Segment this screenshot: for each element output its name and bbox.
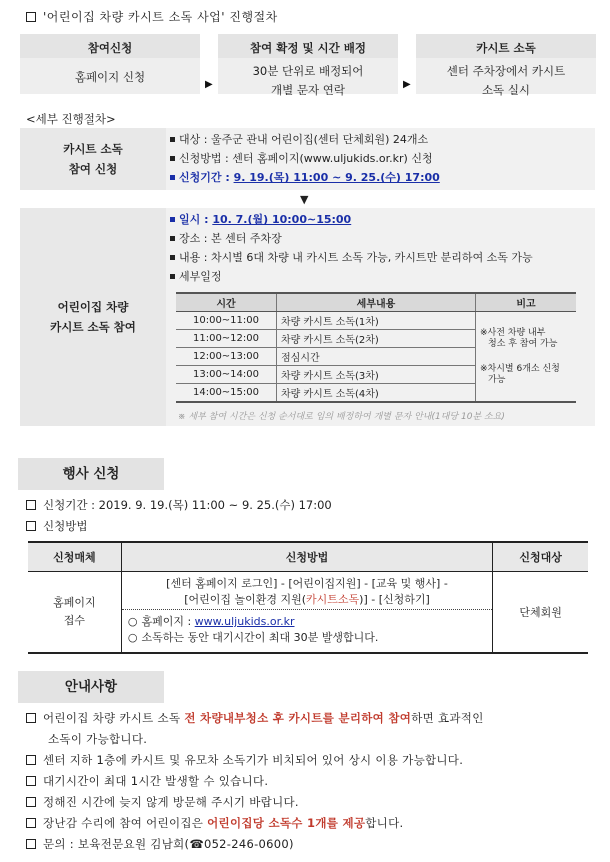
list-item: 센터 지하 1층에 카시트 및 유모차 소독기가 비치되어 있어 상시 이용 가능합니다.: [26, 750, 602, 771]
table-header: 신청방법: [121, 542, 492, 572]
table-row: [28, 572, 588, 654]
list-item: 대기시간이 최대 1시간 발생할 수 있습니다.: [26, 771, 602, 792]
event-date: 일시 : 10. 7.(월) 10:00~15:00: [170, 210, 351, 230]
down-arrow-icon: ▼: [300, 193, 309, 206]
wait-note: ○ 소독하는 동안 대기시간이 최대 30분 발생합니다.: [127, 631, 379, 644]
schedule-header: 세부내용: [277, 293, 476, 312]
schedule-note: ※사전 차량 내부 청소 후 참여 가능 ※차시별 6개소 신청 가능: [476, 312, 577, 403]
table-row: 11:00~12:00 차량 카시트 소독(2차): [176, 330, 576, 348]
list-item: 소독이 가능합니다.: [48, 732, 148, 746]
process-arrow-icon: ▶: [403, 79, 411, 90]
notice-list: [26, 708, 602, 855]
process-step-desc: 센터 주차장에서 카시트 소독 실시: [446, 64, 566, 97]
step1-label-box: 카시트 소독 참여 신청: [20, 128, 166, 190]
list-item: 세부일정: [170, 267, 222, 287]
list-item: 어린이집 차량 카시트 소독 전 차량내부청소 후 카시트를 분리하여 참여하면 효과적인: [26, 708, 602, 729]
schedule-header: 비고: [476, 293, 577, 312]
application-table: [28, 541, 588, 654]
step2-content-box: [166, 208, 595, 426]
list-item: 문의 : 보육전문요원 김남희(☎052-246-0600): [26, 834, 602, 855]
section-heading-event: 행사 신청: [18, 458, 164, 490]
list-item: 장소 : 본 센터 주차장: [170, 229, 282, 249]
process-step-title: 참여 확정 및 시간 배정: [250, 41, 366, 55]
medium-cell: 홈페이지 접수: [28, 572, 121, 654]
process-step-confirm: [218, 34, 398, 97]
homepage-link[interactable]: www.uljukids.or.kr: [194, 615, 295, 628]
step1-content-box: [166, 128, 595, 190]
checkbox-square-icon: [26, 521, 36, 531]
table-header: 신청대상: [493, 542, 588, 572]
list-item: 대상 : 울주군 관내 어린이집(센터 단체회원) 24개소: [170, 130, 428, 150]
step2-label-box: 어린이집 차량 카시트 소독 참여: [20, 208, 166, 426]
event-method-label: 신청방법: [26, 518, 87, 534]
process-step-disinfect: [416, 34, 596, 97]
detail-procedure-label: <세부 진행절차>: [26, 112, 116, 126]
method-cell: [센터 홈페이지 로그인] - [어린이집지원] - [교육 및 행사] - [어린이집 놀이환경 지원(카시트소독)] - [신청하기] ○ 홈페이지 : www.uljukids.or.kr ○ 소독하는 동안 대기시간이 최대 30분 발생합니다.: [121, 572, 492, 654]
list-item: 신청방법 : 센터 홈페이지(www.uljukids.or.kr) 신청: [170, 149, 433, 169]
process-step-title: 참여신청: [87, 41, 133, 55]
application-period: 신청기간 : 9. 19.(목) 11:00 ~ 9. 25.(수) 17:00: [170, 168, 440, 188]
process-step-title: 카시트 소독: [476, 41, 536, 55]
process-step-desc: 30분 단위로 배정되어 개별 문자 연락: [252, 64, 364, 97]
schedule-footnote: ※ 세부 참여 시간은 신청 순서대로 임의 배정하여 개별 문자 안내(1대당 10분 소요): [178, 412, 505, 422]
section-heading-notice: 안내사항: [18, 671, 164, 703]
table-row: 10:00~11:00 차량 카시트 소독(1차) ※사전 차량 내부 청소 후 참여 가능 ※차시별 6개소 신청 가능: [176, 312, 576, 330]
list-item: 장난감 수리에 참여 어린이집은 어린이집당 소독수 1개를 제공합니다.: [26, 813, 602, 834]
process-arrow-icon: ▶: [205, 79, 213, 90]
table-row: 14:00~15:00 차량 카시트 소독(4차): [176, 384, 576, 403]
table-row: 13:00~14:00 차량 카시트 소독(3차): [176, 366, 576, 384]
schedule-table: [176, 292, 576, 403]
process-step-apply: [20, 34, 200, 94]
list-item: 정해진 시간에 늦지 않게 방문해 주시기 바랍니다.: [26, 792, 602, 813]
table-row: 12:00~13:00 점심시간: [176, 348, 576, 366]
table-header: 신청매체: [28, 542, 121, 572]
process-step-desc: 홈페이지 신청: [74, 70, 146, 84]
checkbox-square-icon: [26, 500, 36, 510]
event-period: 신청기간 : 2019. 9. 19.(목) 11:00 ~ 9. 25.(수) 17:00: [26, 497, 332, 513]
homepage-line: ○ 홈페이지 : www.uljukids.or.kr: [127, 615, 295, 628]
procedure-title: '어린이집 차량 카시트 소독 사업' 진행절차: [26, 8, 278, 25]
schedule-header: 시간: [176, 293, 277, 312]
list-item: 내용 : 차시별 6대 차량 내 카시트 소독 가능, 카시트만 분리하여 소독 가능: [170, 248, 533, 268]
target-cell: 단체회원: [493, 572, 588, 654]
checkbox-square-icon: [26, 12, 36, 22]
